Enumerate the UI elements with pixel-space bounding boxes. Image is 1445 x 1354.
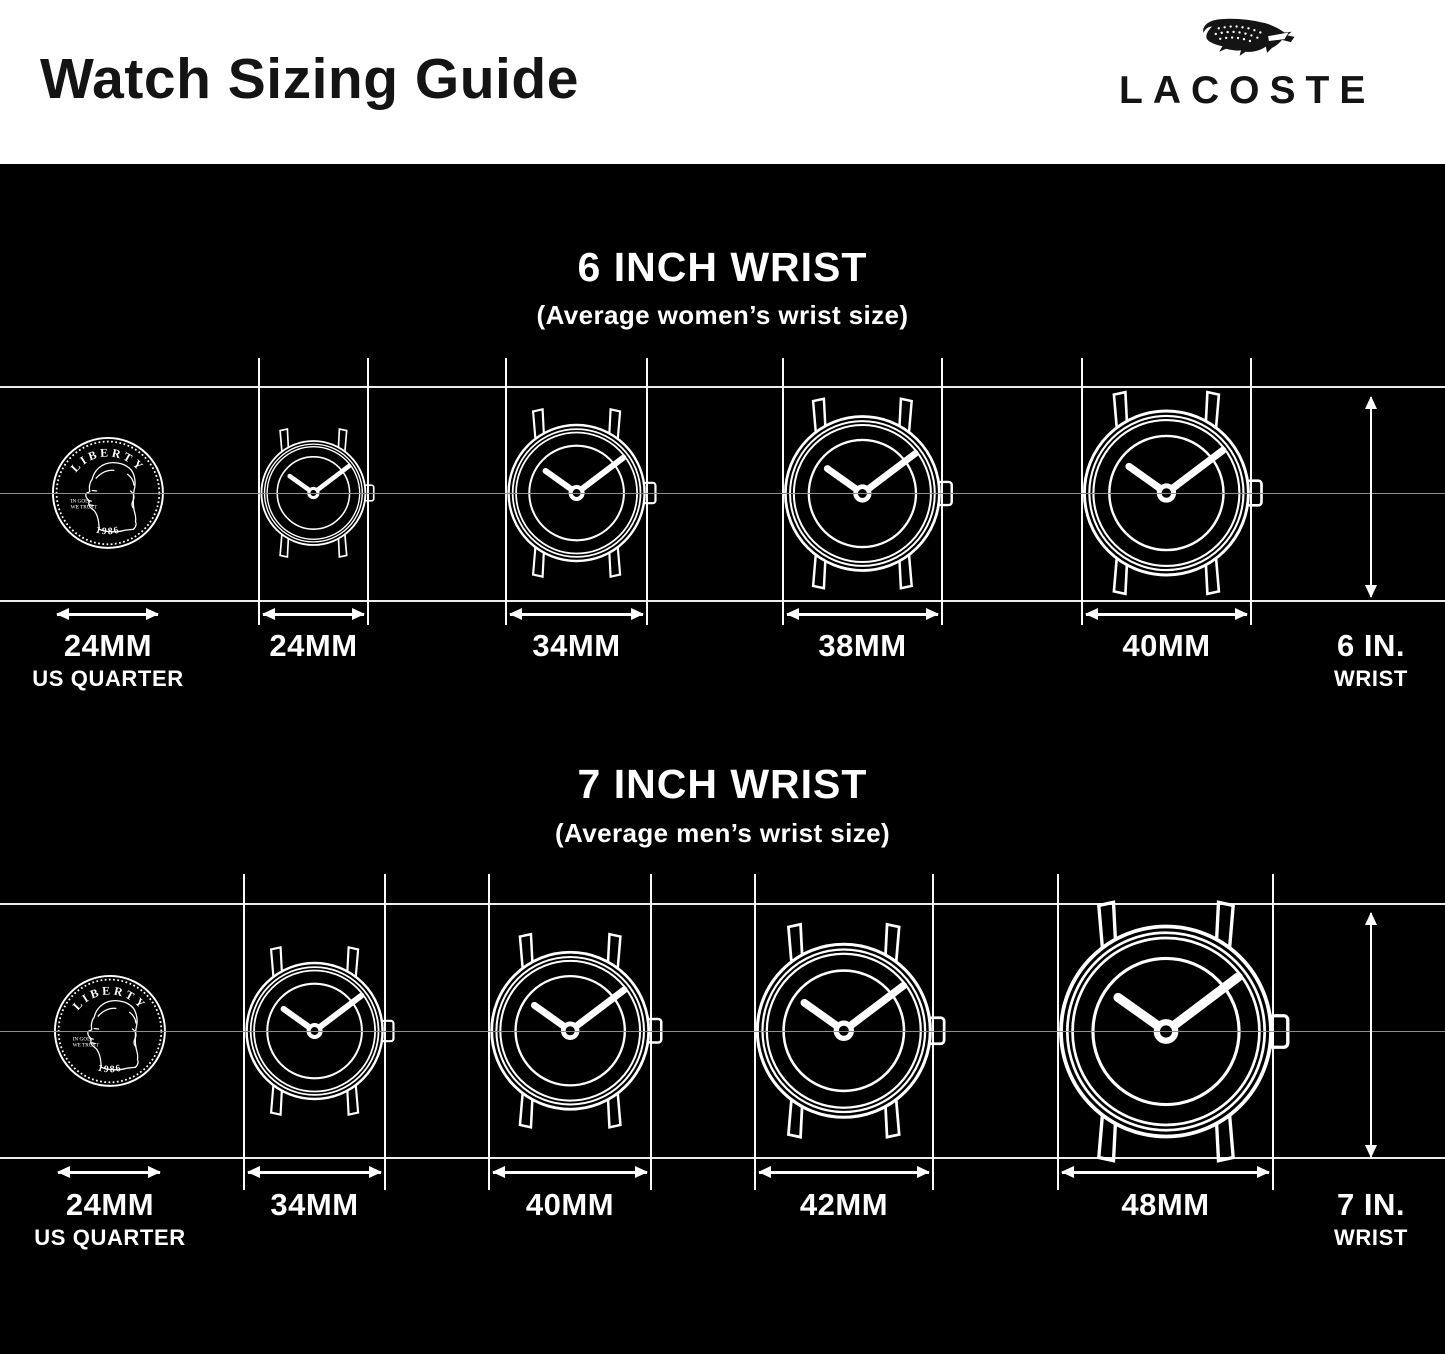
size-label: 40MM xyxy=(1122,628,1211,663)
wrist-size-label: 6 IN. xyxy=(1337,628,1405,663)
washington-profile xyxy=(86,463,136,532)
coin-illustration xyxy=(49,434,167,557)
section-title-7-inch: 7 INCH WRIST xyxy=(577,761,868,807)
watch-size-arrow xyxy=(1086,613,1247,616)
watch-illustration xyxy=(1068,370,1265,621)
wrist-sublabel: WRIST xyxy=(1334,666,1408,691)
watch-illustration xyxy=(233,929,396,1138)
washington-profile xyxy=(88,1001,138,1070)
watch-illustration xyxy=(740,901,948,1166)
size-label: 24MM xyxy=(269,628,358,663)
coin-size-arrow xyxy=(57,613,158,616)
grid-line-center xyxy=(0,1031,1445,1032)
coin-sublabel: US QUARTER xyxy=(32,666,184,691)
size-label: 38MM xyxy=(818,628,907,663)
svg-text:LIBERTY: LIBERTY xyxy=(68,446,148,475)
watch-illustration xyxy=(495,391,658,600)
watch-size-arrow xyxy=(759,1171,929,1174)
watch-size-arrow xyxy=(510,613,643,616)
svg-text:IN GOD: IN GOD xyxy=(70,498,90,505)
brand-wordmark: LACOSTE xyxy=(1119,69,1376,112)
size-label: 24MM xyxy=(63,628,153,663)
watch-illustration xyxy=(251,415,376,576)
svg-text:LIBERTY: LIBERTY xyxy=(70,984,150,1013)
wrist-sublabel: WRIST xyxy=(1334,1225,1408,1250)
header xyxy=(0,0,1445,164)
lacoste-logo xyxy=(1119,14,1376,113)
watch-size-arrow xyxy=(787,613,938,616)
svg-text:1986: 1986 xyxy=(96,1062,124,1076)
watch-size-arrow xyxy=(248,1171,381,1174)
coin-sublabel: US QUARTER xyxy=(34,1225,186,1250)
coin-illustration xyxy=(51,972,169,1095)
coin-size-arrow xyxy=(58,1171,160,1174)
watch-illustration xyxy=(476,913,664,1154)
size-label: 48MM xyxy=(1121,1187,1210,1222)
wrist-length-arrow xyxy=(1370,913,1373,1157)
svg-text:1986: 1986 xyxy=(94,524,122,538)
section-subtitle-7-inch: (Average men’s wrist size) xyxy=(554,818,891,848)
grid-line-center xyxy=(0,493,1445,494)
size-label: 40MM xyxy=(525,1187,615,1222)
wrist-length-arrow xyxy=(1370,397,1373,597)
watch-size-arrow xyxy=(493,1171,647,1174)
size-label: 34MM xyxy=(270,1187,359,1222)
watch-size-arrow xyxy=(263,613,364,616)
crocodile-icon xyxy=(1192,14,1296,68)
svg-text:WE TRUST: WE TRUST xyxy=(70,504,97,511)
section-title-6-inch: 6 INCH WRIST xyxy=(577,244,868,290)
wrist-size-label: 7 IN. xyxy=(1337,1187,1405,1222)
size-label: 24MM xyxy=(65,1187,155,1222)
size-label: 42MM xyxy=(799,1187,889,1222)
size-label: 34MM xyxy=(532,628,621,663)
section-subtitle-6-inch: (Average women’s wrist size) xyxy=(536,300,909,330)
watch-illustration xyxy=(770,378,955,614)
watch-illustration xyxy=(1040,874,1292,1194)
watch-size-arrow xyxy=(1062,1171,1269,1174)
svg-text:WE TRUST: WE TRUST xyxy=(72,1042,99,1049)
page-title: Watch Sizing Guide xyxy=(40,47,579,111)
svg-text:IN GOD: IN GOD xyxy=(72,1036,92,1043)
